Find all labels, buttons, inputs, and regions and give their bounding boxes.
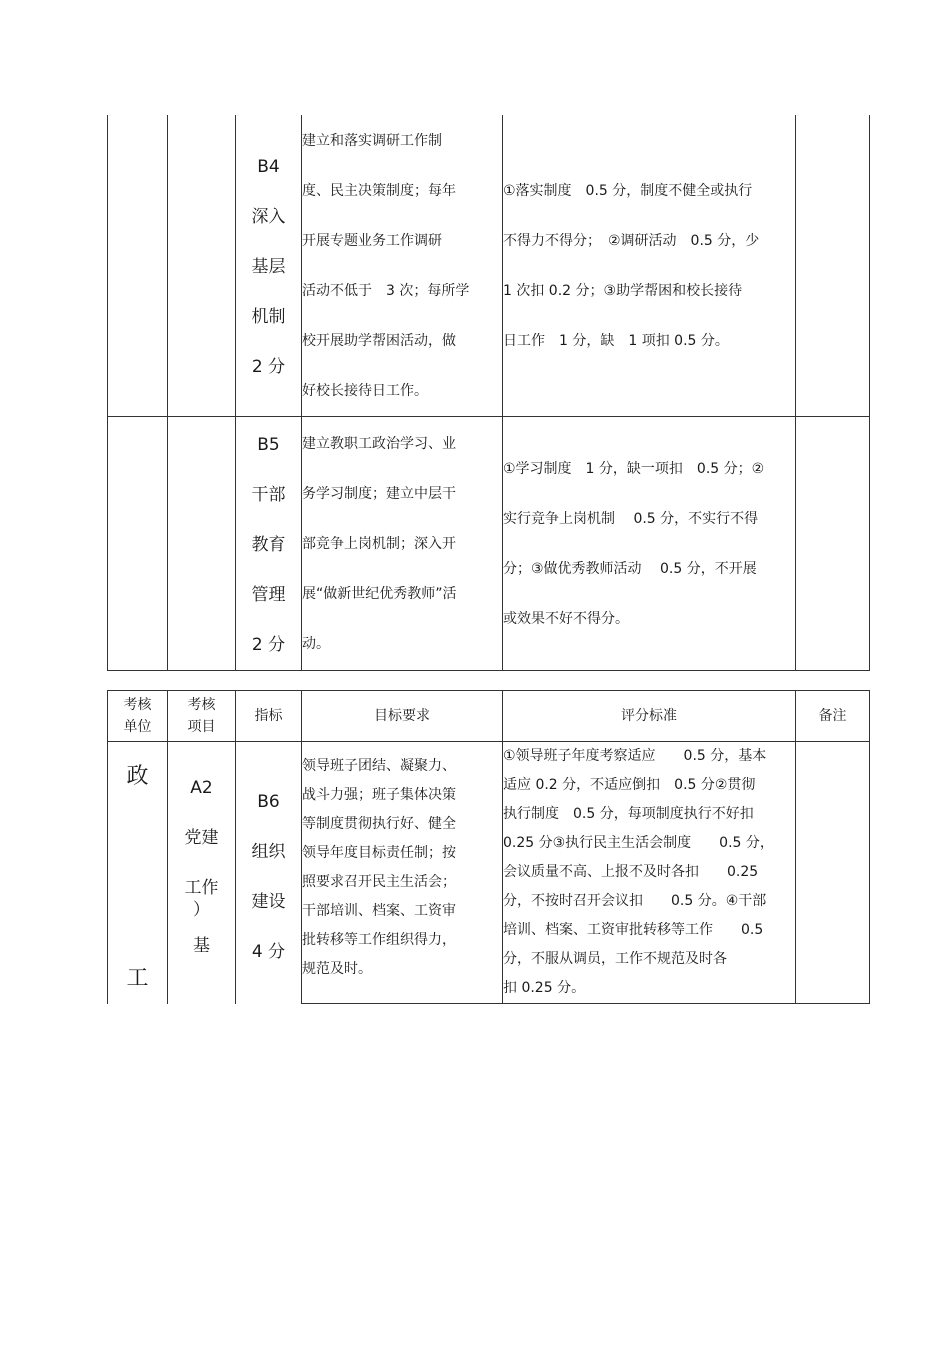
project-cell bbox=[168, 417, 236, 671]
standard-cell-b6 bbox=[503, 742, 796, 1004]
requirement-line: 度、民主决策制度；每年 bbox=[302, 183, 456, 199]
header-requirement: 目标要求 bbox=[302, 691, 503, 742]
indicator-line: 建设 bbox=[251, 892, 286, 912]
table-row-b4 bbox=[108, 115, 870, 417]
header-indicator: 指标 bbox=[236, 691, 302, 742]
standard-line: 日工作 1 分，缺 1 项扣 0.5 分。 bbox=[503, 333, 729, 349]
standard-line: 分，不服从调员，工作不规范及时各 bbox=[503, 951, 727, 967]
requirement-cell-b5 bbox=[302, 417, 503, 671]
requirement-cell-b6 bbox=[302, 742, 503, 1004]
indicator-cell-b5 bbox=[236, 417, 302, 671]
requirement-cell-b4 bbox=[302, 115, 503, 417]
requirement-line: 战斗力强；班子集体决策 bbox=[302, 787, 456, 803]
project-line: ） bbox=[193, 900, 210, 920]
standard-line: 执行制度 0.5 分，每项制度执行不好扣 bbox=[503, 806, 754, 822]
requirement-line: 等制度贯彻执行好、健全 bbox=[302, 816, 456, 832]
indicator-line: 组织 bbox=[251, 842, 286, 862]
project-line: 工作 bbox=[184, 878, 219, 898]
requirement-line: 照要求召开民主生活会； bbox=[302, 874, 456, 890]
project-cell-a2 bbox=[168, 742, 236, 1004]
indicator-line: 干部 bbox=[251, 485, 286, 505]
indicator-cell-b6 bbox=[236, 742, 302, 1004]
requirement-line: 领导年度目标责任制；按 bbox=[302, 845, 456, 861]
unit-char: 政 bbox=[126, 764, 149, 789]
header-project: 考核 项目 bbox=[168, 691, 236, 742]
project-line: 基 bbox=[193, 936, 210, 956]
indicator-line: 2 分 bbox=[251, 357, 286, 377]
standard-line: 或效果不好不得分。 bbox=[503, 611, 629, 627]
standard-line: 实行竞争上岗机制 0.5 分，不实行不得 bbox=[503, 511, 759, 527]
indicator-line: B4 bbox=[257, 157, 280, 177]
requirement-line: 建立教职工政治学习、业 bbox=[302, 436, 456, 452]
requirement-line: 建立和落实调研工作制 bbox=[302, 133, 442, 149]
standard-line: ①落实制度 0.5 分，制度不健全或执行 bbox=[503, 183, 753, 199]
requirement-line: 规范及时。 bbox=[302, 961, 372, 977]
table-row-b5 bbox=[108, 417, 870, 671]
standard-line: ①学习制度 1 分，缺一项扣 0.5 分；② bbox=[503, 461, 765, 477]
requirement-line: 动。 bbox=[302, 636, 330, 652]
project-line: A2 bbox=[190, 778, 213, 798]
indicator-line: 4 分 bbox=[251, 942, 286, 962]
header-unit: 考核 单位 bbox=[108, 691, 168, 742]
assessment-table-continued bbox=[107, 115, 870, 671]
requirement-line: 活动不低于 3 次；每所学 bbox=[302, 283, 470, 299]
indicator-line: 深入 bbox=[251, 207, 286, 227]
remark-cell bbox=[796, 417, 870, 671]
requirement-line: 务学习制度；建立中层干 bbox=[302, 486, 456, 502]
standard-line: 0.25 分③执行民主生活会制度 0.5 分， bbox=[503, 835, 774, 851]
standard-cell-b5 bbox=[503, 417, 796, 671]
remark-cell bbox=[796, 115, 870, 417]
standard-line: 不得力不得分； ②调研活动 0.5 分，少 bbox=[503, 233, 760, 249]
standard-line: ①领导班子年度考察适应 0.5 分，基本 bbox=[503, 748, 767, 764]
assessment-table bbox=[107, 690, 870, 1004]
standard-line: 分，不按时召开会议扣 0.5 分。④干部 bbox=[503, 893, 767, 909]
indicator-line: 机制 bbox=[251, 307, 286, 327]
header-remark: 备注 bbox=[796, 691, 870, 742]
standard-line: 扣 0.25 分。 bbox=[503, 980, 586, 996]
indicator-cell-b4 bbox=[236, 115, 302, 417]
standard-line: 适应 0.2 分，不适应倒扣 0.5 分②贯彻 bbox=[503, 777, 756, 793]
requirement-line: 校开展助学帮困活动，做 bbox=[302, 333, 456, 349]
indicator-line: 基层 bbox=[251, 257, 286, 277]
requirement-line: 领导班子团结、凝聚力、 bbox=[302, 758, 456, 774]
standard-cell-b4 bbox=[503, 115, 796, 417]
standard-line: 1 次扣 0.2 分；③助学帮困和校长接待 bbox=[503, 283, 743, 299]
requirement-line: 开展专题业务工作调研 bbox=[302, 233, 442, 249]
standard-line: 会议质量不高、上报不及时各扣 0.25 bbox=[503, 864, 759, 880]
remark-cell bbox=[796, 742, 870, 1004]
requirement-line: 展“做新世纪优秀教师”活 bbox=[302, 586, 457, 602]
unit-cell bbox=[108, 417, 168, 671]
indicator-line: B6 bbox=[257, 792, 280, 812]
unit-cell bbox=[108, 115, 168, 417]
project-line: 党建 bbox=[184, 828, 219, 848]
unit-char: 工 bbox=[126, 966, 149, 991]
unit-cell-zhenggong bbox=[108, 742, 168, 1004]
table-row-b6 bbox=[108, 742, 870, 1004]
table-header-row bbox=[108, 691, 870, 742]
indicator-line: 管理 bbox=[251, 585, 286, 605]
indicator-line: 教育 bbox=[251, 535, 286, 555]
requirement-line: 部竞争上岗机制；深入开 bbox=[302, 536, 456, 552]
requirement-line: 干部培训、档案、工资审 bbox=[302, 903, 456, 919]
project-cell bbox=[168, 115, 236, 417]
standard-line: 培训、档案、工资审批转移等工作 0.5 bbox=[503, 922, 764, 938]
requirement-line: 批转移等工作组织得力， bbox=[302, 932, 456, 948]
requirement-line: 好校长接待日工作。 bbox=[302, 383, 428, 399]
indicator-line: 2 分 bbox=[251, 635, 286, 655]
header-standard: 评分标准 bbox=[503, 691, 796, 742]
indicator-line: B5 bbox=[257, 435, 280, 455]
standard-line: 分；③做优秀教师活动 0.5 分，不开展 bbox=[503, 561, 757, 577]
